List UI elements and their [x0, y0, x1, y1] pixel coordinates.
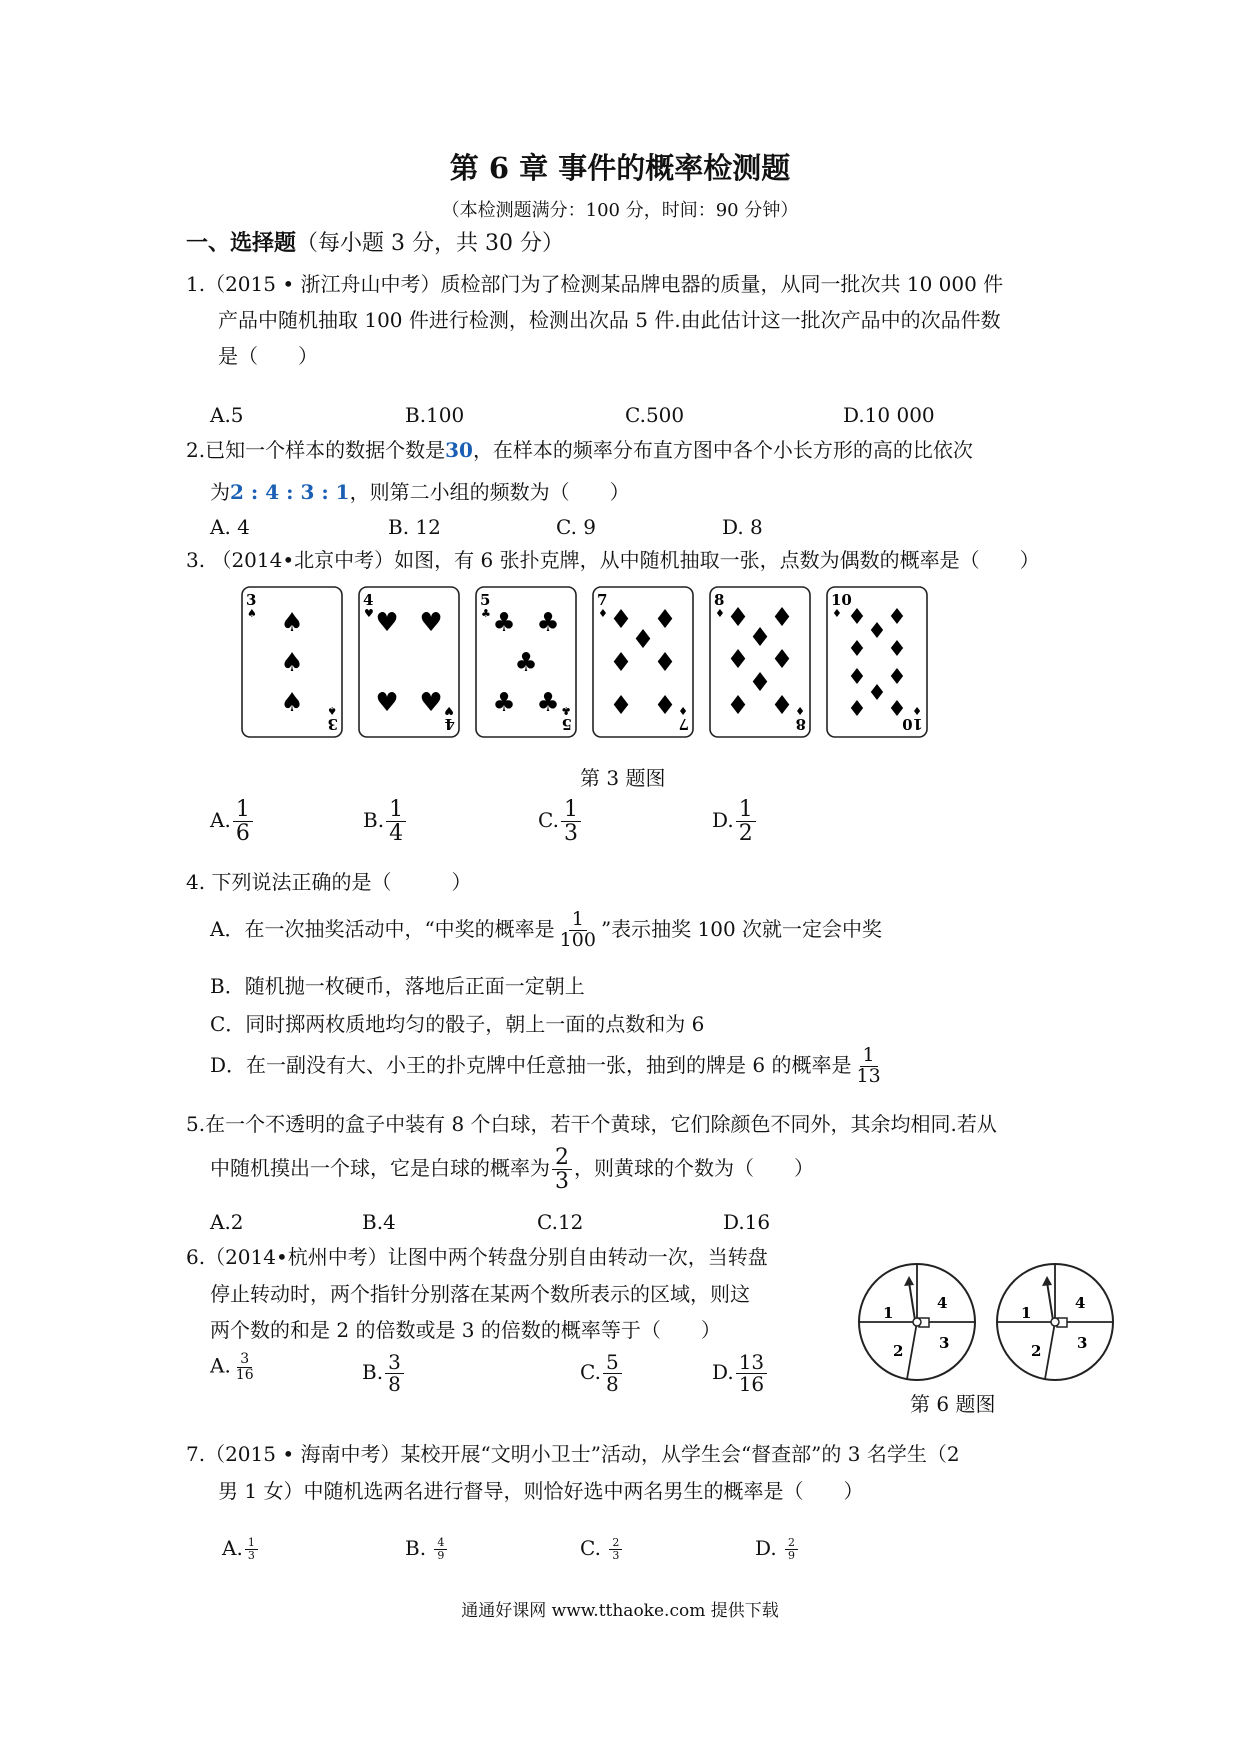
- q7-option-c: C. $\frac{2}{3}$: [580, 1536, 624, 1562]
- card-border: [827, 587, 927, 737]
- footer-credit: 通通好课网 www.tthaoke.com 提供下载: [461, 1601, 779, 1621]
- playing-cards-figure: [240, 585, 960, 745]
- playing-card-7: [593, 587, 693, 737]
- q6-option-a: A. $\frac{3}{16}$: [210, 1352, 259, 1382]
- q2-option-b: B. 12: [388, 515, 441, 539]
- playing-card-5: [476, 587, 576, 737]
- card-pip-icon: ♦: [770, 691, 794, 721]
- playing-card-3: [242, 587, 342, 737]
- spinner-region-label: 4: [1075, 1294, 1086, 1312]
- q6-line-1: 6.（2014•杭州中考）让图中两个转盘分别自由转动一次，当转盘: [186, 1245, 768, 1269]
- q2-ratio: 2 : 4 : 3 : 1: [230, 480, 350, 504]
- card-pip-icon: ♦: [887, 697, 907, 722]
- q7-option-b: B. $\frac{4}{9}$: [405, 1536, 449, 1562]
- card-pip-icon: ♦: [653, 648, 677, 678]
- card-pip-icon: ♦: [847, 637, 867, 662]
- q5-line-2: 中随机摸出一个球，它是白球的概率为 $\frac{2}{3}$ ，则黄球的个数为（ ）: [210, 1145, 814, 1195]
- page-title: 第 6 章 事件的概率检测题: [449, 151, 791, 185]
- fraction: $\frac{3}{8}$: [385, 1352, 404, 1395]
- q6-option-d: D. $\frac{13}{16}$: [712, 1352, 769, 1395]
- fraction: $\frac{1}{4}$: [386, 798, 406, 845]
- card-pip-icon: ♦: [726, 645, 750, 675]
- fraction: $\frac{1}{2}$: [736, 798, 756, 845]
- page-subtitle: （本检测题满分：100 分，时间：90 分钟）: [441, 200, 799, 221]
- q5-option-c: C.12: [537, 1210, 584, 1234]
- q2-line-2: 为2 : 4 : 3 : 1，则第二小组的频数为（ ）: [210, 480, 630, 504]
- q3-caption: 第 3 题图: [580, 766, 666, 790]
- q1-line-3: 是（ ）: [218, 344, 318, 368]
- card-corner-suit-icon: ♦: [715, 607, 725, 620]
- card-pip-icon: ♣: [536, 608, 560, 638]
- q2-option-a: A. 4: [210, 515, 250, 539]
- card-pip-icon: ♦: [653, 605, 677, 635]
- card-pip-icon: ♦: [609, 648, 633, 678]
- card-corner-suit-icon: ♠: [327, 704, 337, 717]
- card-rank-inverted: 4: [444, 715, 455, 733]
- card-pip-icon: ♥: [419, 608, 443, 638]
- card-pip-icon: ♦: [726, 691, 750, 721]
- q2-option-c: C. 9: [556, 515, 597, 539]
- q4-option-c: C．同时掷两枚质地均匀的骰子，朝上一面的点数和为 6: [210, 1012, 705, 1036]
- q4-option-a: A．在一次抽奖活动中，“中奖的概率是 $\frac{1}{100}$ ”表示抽奖 100 次就一定会中奖: [210, 908, 883, 951]
- q2-sample-size: 30: [445, 438, 473, 462]
- spinners-figure: [855, 1258, 1125, 1386]
- section-label: 一、选择题: [186, 230, 297, 256]
- spinner-region-label: 1: [1021, 1304, 1032, 1322]
- q6-line-3: 两个数的和是 2 的倍数或是 3 的倍数的概率等于（ ）: [210, 1318, 721, 1342]
- fraction: $\frac{3}{16}$: [235, 1351, 254, 1383]
- q6-option-b: B. $\frac{3}{8}$: [362, 1352, 406, 1395]
- fraction: $\frac{2}{3}$: [552, 1146, 572, 1193]
- card-corner-suit-icon: ♥: [444, 704, 454, 717]
- card-rank: 7: [597, 591, 608, 609]
- fraction: $\frac{1}{6}$: [233, 798, 253, 845]
- card-corner-suit-icon: ♣: [561, 704, 571, 717]
- card-pip-icon: ♦: [887, 605, 907, 630]
- fraction: $\frac{1}{100}$: [559, 908, 596, 951]
- card-pip-icon: ♥: [375, 608, 399, 638]
- card-rank-inverted: 7: [678, 715, 689, 733]
- card-corner-suit-icon: ♠: [247, 607, 257, 620]
- card-pip-icon: ♠: [280, 648, 304, 678]
- fraction: $\frac{5}{8}$: [603, 1352, 622, 1395]
- q1-line-2: 产品中随机抽取 100 件进行检测，检测出次品 5 件.由此估计这一批次产品中的次品件数: [218, 308, 1001, 332]
- card-pip-icon: ♦: [609, 691, 633, 721]
- card-corner-suit-icon: ♦: [912, 704, 922, 717]
- q7-line-1: 7.（2015 • 海南中考）某校开展“文明小卫士”活动，从学生会“督查部”的 3 名学生（2: [186, 1442, 960, 1466]
- fraction: $\frac{1}{3}$: [245, 1537, 258, 1561]
- card-pip-icon: ♦: [748, 623, 772, 653]
- card-rank-inverted: 10: [902, 715, 923, 733]
- q3-option-c: C. $\frac{1}{3}$: [538, 798, 583, 845]
- card-pip-icon: ♦: [867, 619, 887, 644]
- card-rank: 3: [246, 591, 257, 609]
- q5-option-d: D.16: [723, 1210, 771, 1234]
- q1-option-c: C.500: [625, 403, 685, 427]
- card-pip-icon: ♦: [847, 665, 867, 690]
- q6-line-2: 停止转动时，两个指针分别落在某两个数所表示的区域，则这: [210, 1282, 750, 1306]
- q2-option-d: D. 8: [722, 515, 763, 539]
- spinner-center: [913, 1318, 921, 1326]
- playing-card-4: [359, 587, 459, 737]
- fraction: $\frac{2}{9}$: [785, 1537, 798, 1561]
- card-pip-icon: ♦: [653, 691, 677, 721]
- card-pip-icon: ♥: [375, 688, 399, 718]
- q4-option-b: B．随机抛一枚硬币，落地后正面一定朝上: [210, 974, 585, 998]
- card-pip-icon: ♦: [631, 625, 655, 655]
- q2-line-1: 2.已知一个样本的数据个数是30，在样本的频率分布直方图中各个小长方形的高的比依次: [186, 438, 973, 462]
- card-corner-suit-icon: ♦: [678, 704, 688, 717]
- fraction: $\frac{4}{9}$: [434, 1537, 447, 1561]
- spinner-region-label: 3: [939, 1334, 950, 1352]
- card-rank-inverted: 5: [561, 715, 572, 733]
- spinner-region-label: 1: [883, 1304, 894, 1322]
- spinner-center: [1051, 1318, 1059, 1326]
- card-pip-icon: ♣: [492, 608, 516, 638]
- spinner-region-label: 2: [893, 1342, 904, 1360]
- card-pip-icon: ♠: [280, 608, 304, 638]
- card-pip-icon: ♣: [536, 688, 560, 718]
- q3-option-b: B. $\frac{1}{4}$: [363, 798, 408, 845]
- q3-option-a: A. $\frac{1}{6}$: [210, 798, 255, 845]
- card-border: [593, 587, 693, 737]
- card-pip-icon: ♦: [847, 605, 867, 630]
- card-corner-suit-icon: ♦: [598, 607, 608, 620]
- q3-option-d: D. $\frac{1}{2}$: [712, 798, 758, 845]
- q1-option-b: B.100: [405, 403, 465, 427]
- card-rank-inverted: 8: [795, 715, 806, 733]
- card-pip-icon: ♦: [887, 637, 907, 662]
- spinner-region-label: 3: [1077, 1334, 1088, 1352]
- section-heading: [186, 226, 564, 257]
- card-pip-icon: ♦: [867, 681, 887, 706]
- section-note: （每小题 3 分，共 30 分）: [296, 231, 564, 256]
- q1-option-d: D.10 000: [843, 403, 935, 427]
- card-border: [710, 587, 810, 737]
- q4-option-d: D．在一副没有大、小王的扑克牌中任意抽一张，抽到的牌是 6 的概率是 $\frac{1}{13}$: [210, 1046, 886, 1087]
- card-rank: 4: [363, 591, 374, 609]
- q7-option-a: A. $\frac{1}{3}$: [222, 1536, 260, 1562]
- q3-stem: 3. （2014•北京中考）如图，有 6 张扑克牌，从中随机抽取一张，点数为偶数的概率是（ ）: [186, 548, 1040, 572]
- fraction: $\frac{1}{13}$: [856, 1044, 881, 1087]
- card-corner-suit-icon: ♦: [795, 704, 805, 717]
- fraction: $\frac{13}{16}$: [736, 1352, 767, 1395]
- card-pip-icon: ♠: [280, 688, 304, 718]
- card-pip-icon: ♦: [887, 665, 907, 690]
- card-rank: 8: [714, 591, 725, 609]
- q5-option-b: B.4: [362, 1210, 396, 1234]
- card-corner-suit-icon: ♦: [832, 607, 842, 620]
- card-pip-icon: ♦: [726, 603, 750, 633]
- spinner-1: [859, 1264, 975, 1380]
- card-pip-icon: ♦: [770, 603, 794, 633]
- playing-card-8: [710, 587, 810, 737]
- card-corner-suit-icon: ♥: [364, 607, 374, 620]
- q6-caption: 第 6 题图: [910, 1392, 996, 1416]
- fraction: $\frac{1}{3}$: [561, 798, 581, 845]
- card-corner-suit-icon: ♣: [481, 607, 491, 620]
- spinner-region-label: 4: [937, 1294, 948, 1312]
- fraction: $\frac{2}{3}$: [609, 1537, 622, 1561]
- q6-option-c: C. $\frac{5}{8}$: [580, 1352, 624, 1395]
- q7-option-d: D. $\frac{2}{9}$: [755, 1536, 800, 1562]
- card-pip-icon: ♦: [609, 605, 633, 635]
- spinner-region-label: 2: [1031, 1342, 1042, 1360]
- card-rank: 5: [480, 591, 491, 609]
- q5-option-a: A.2: [210, 1210, 244, 1234]
- card-pip-icon: ♦: [770, 645, 794, 675]
- card-rank-inverted: 3: [327, 715, 338, 733]
- card-border: [359, 587, 459, 737]
- card-pip-icon: ♦: [847, 697, 867, 722]
- card-pip-icon: ♦: [748, 668, 772, 698]
- card-pip-icon: ♥: [419, 688, 443, 718]
- q1-line-1: 1.（2015 • 浙江舟山中考）质检部门为了检测某品牌电器的质量，从同一批次共 10 000 件: [186, 272, 1004, 296]
- q4-stem: 4. 下列说法正确的是（ ）: [186, 870, 472, 894]
- q5-line-1: 5.在一个不透明的盒子中装有 8 个白球，若干个黄球，它们除颜色不同外，其余均相同.若从: [186, 1112, 997, 1136]
- q1-option-a: A.5: [210, 403, 244, 427]
- card-pip-icon: ♣: [492, 688, 516, 718]
- spinner-2: [997, 1264, 1113, 1380]
- playing-card-10: [827, 587, 927, 737]
- q7-line-2: 男 1 女）中随机选两名进行督导，则恰好选中两名男生的概率是（ ）: [218, 1479, 864, 1503]
- card-rank: 10: [831, 591, 852, 609]
- card-pip-icon: ♣: [514, 648, 538, 678]
